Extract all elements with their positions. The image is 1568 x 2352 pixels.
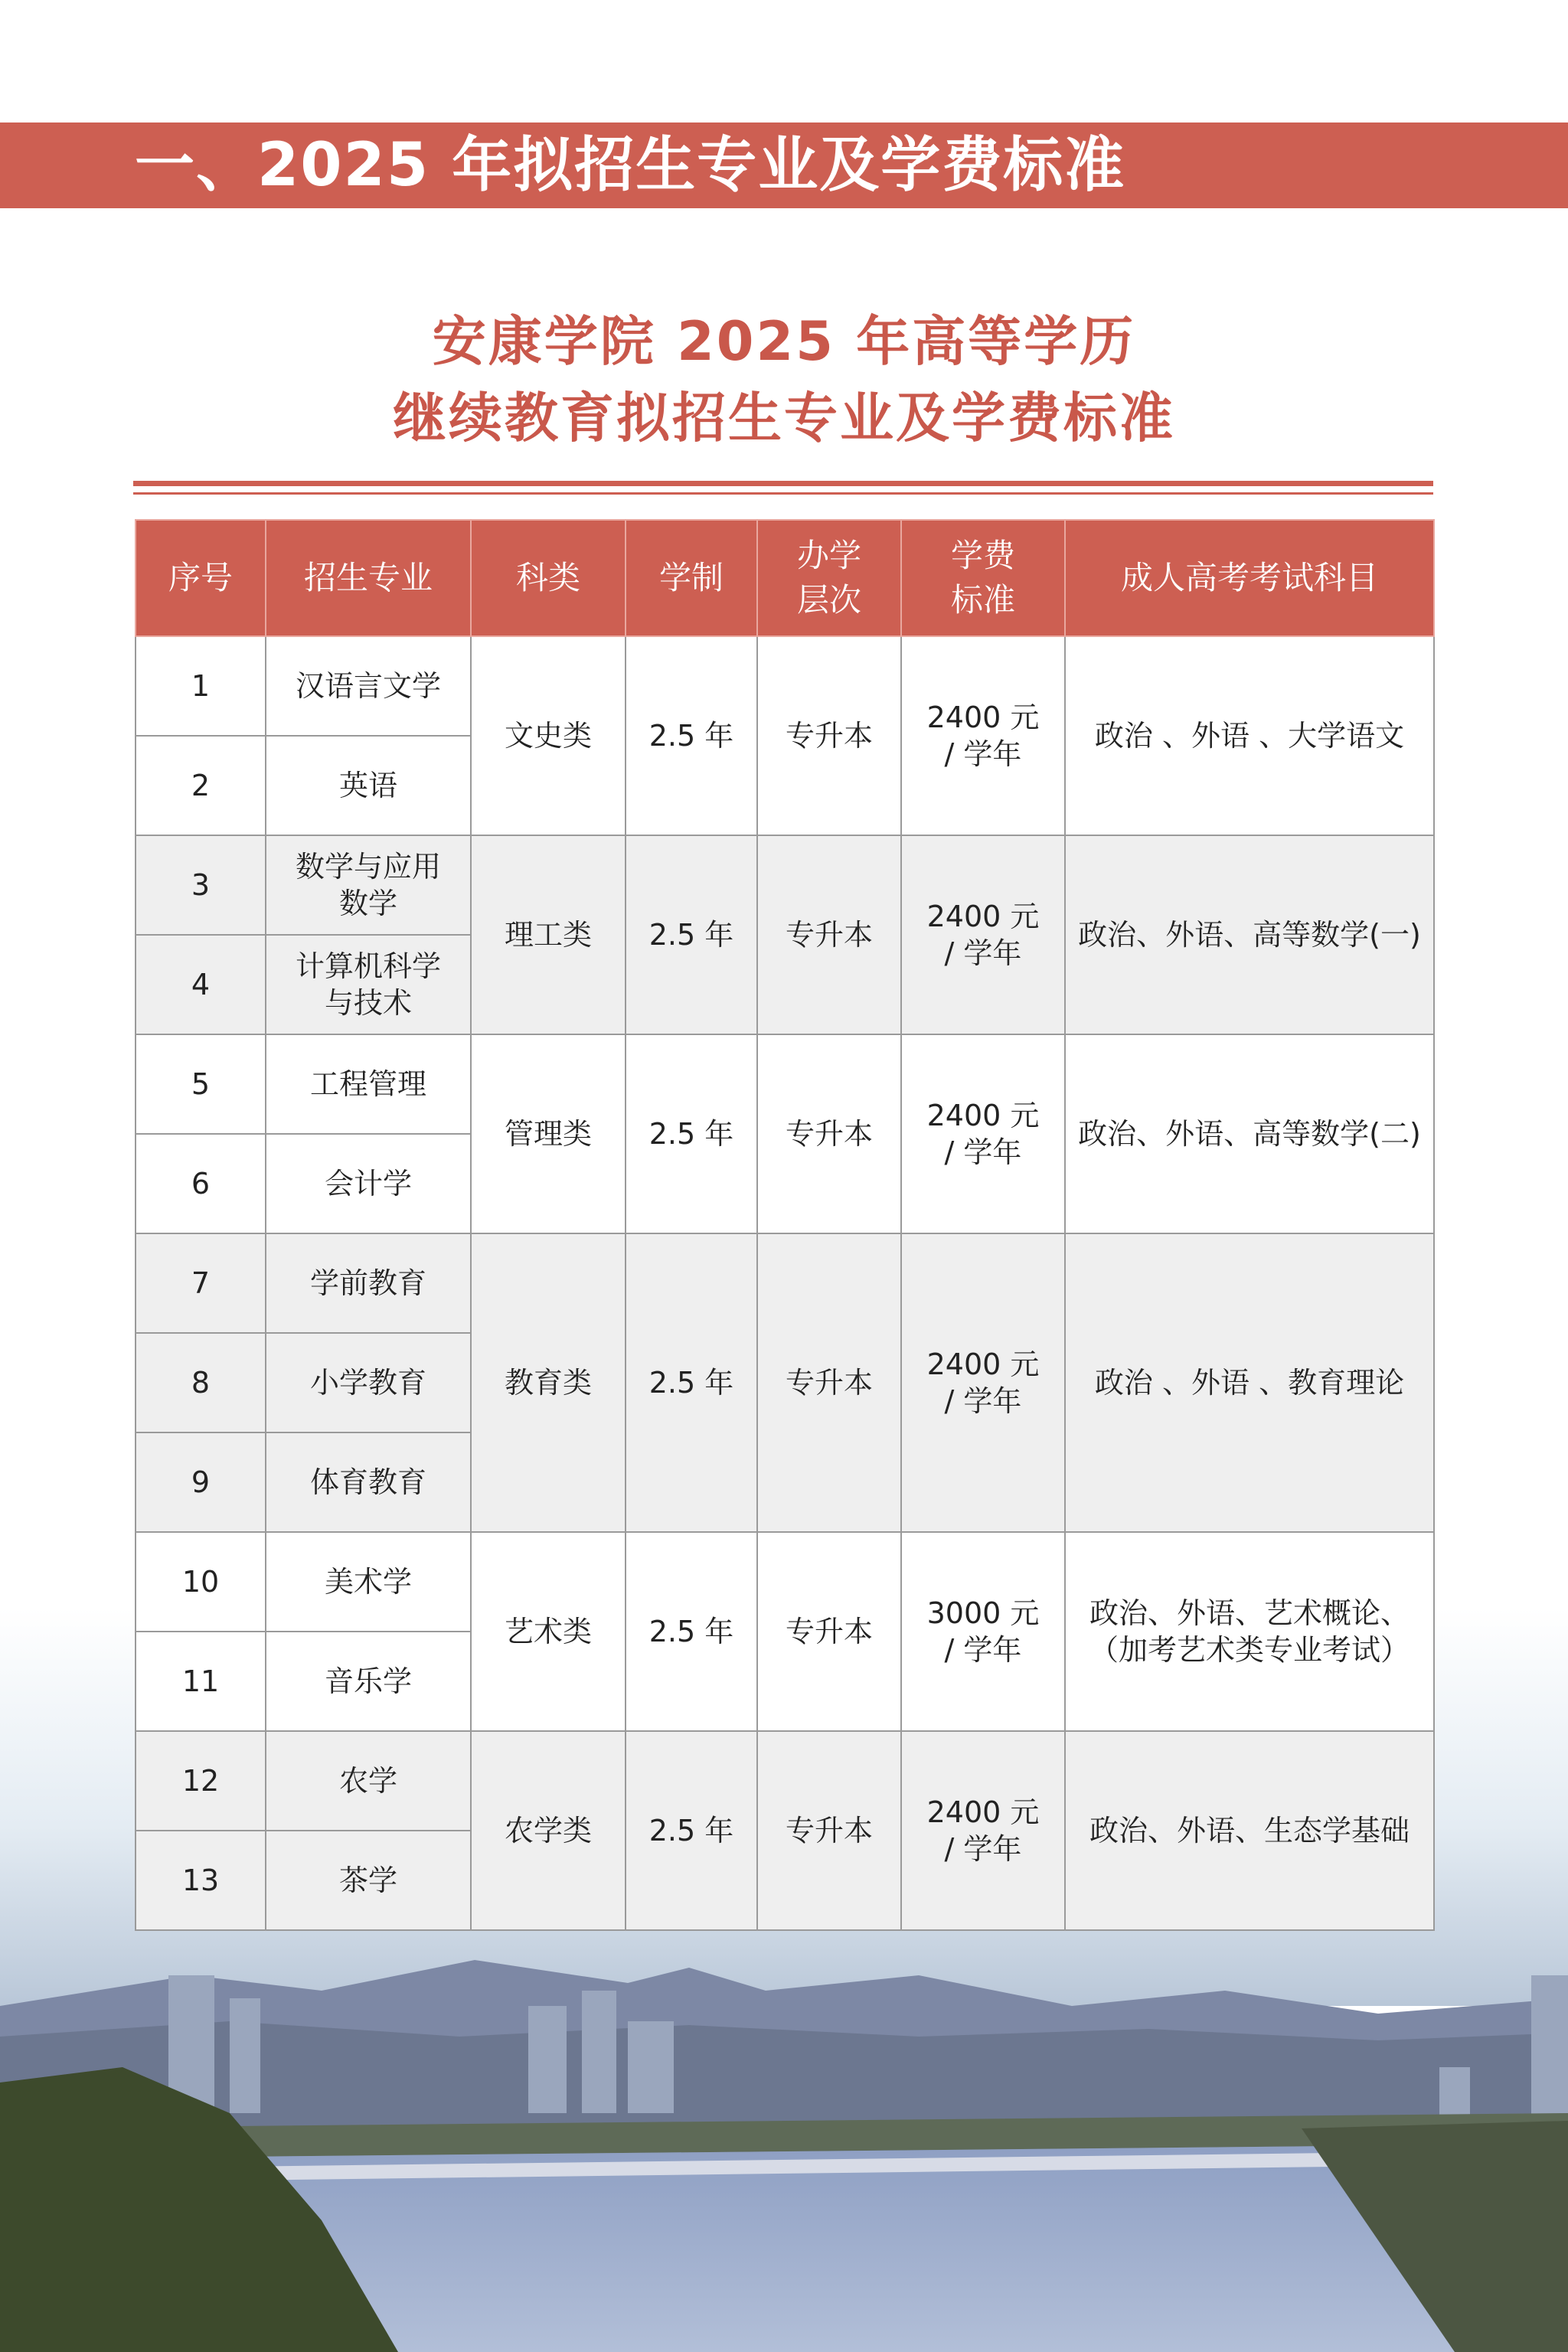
row-no: 2 [136, 736, 266, 835]
row-no: 5 [136, 1034, 266, 1134]
row-major: 体育教育 [266, 1432, 471, 1532]
header-no: 序号 [136, 520, 266, 636]
header-major: 招生专业 [266, 520, 471, 636]
group-exam-subjects: 政治、外语、艺术概论、 （加考艺术类专业考试） [1065, 1532, 1434, 1731]
title-divider-thin [133, 492, 1433, 495]
group-fee: 2400 元 / 学年 [901, 1731, 1065, 1930]
section-banner-title: 一、2025 年拟招生专业及学费标准 [135, 131, 1126, 200]
row-major: 汉语言文学 [266, 636, 471, 736]
row-major: 数学与应用 数学 [266, 835, 471, 935]
row-no: 11 [136, 1632, 266, 1731]
group-category: 艺术类 [471, 1532, 626, 1731]
group-duration: 2.5 年 [626, 835, 757, 1034]
group-duration: 2.5 年 [626, 636, 757, 835]
row-no: 1 [136, 636, 266, 736]
row-no: 3 [136, 835, 266, 935]
document-title-line1: 安康学院 2025 年高等学历 [432, 310, 1136, 373]
table-row [136, 1034, 1434, 1134]
group-level: 专升本 [757, 835, 901, 1034]
row-major: 会计学 [266, 1134, 471, 1233]
group-agriculture [136, 1731, 1434, 1930]
group-level: 专升本 [757, 1532, 901, 1731]
group-fee: 2400 元 / 学年 [901, 1233, 1065, 1532]
group-duration: 2.5 年 [626, 1532, 757, 1731]
header-duration: 学制 [626, 520, 757, 636]
group-fee: 2400 元 / 学年 [901, 636, 1065, 835]
group-level: 专升本 [757, 1233, 901, 1532]
row-no: 9 [136, 1432, 266, 1532]
group-duration: 2.5 年 [626, 1233, 757, 1532]
group-exam-subjects: 政治 、外语 、大学语文 [1065, 636, 1434, 835]
group-level: 专升本 [757, 636, 901, 835]
group-category: 农学类 [471, 1731, 626, 1930]
row-no: 10 [136, 1532, 266, 1632]
header-level: 办学 层次 [757, 520, 901, 636]
row-major: 音乐学 [266, 1632, 471, 1731]
group-category: 管理类 [471, 1034, 626, 1233]
group-level: 专升本 [757, 1034, 901, 1233]
row-no: 7 [136, 1233, 266, 1333]
group-science-engineering [136, 835, 1434, 1034]
group-liberal-arts [136, 636, 1434, 835]
row-no: 8 [136, 1333, 266, 1432]
group-management [136, 1034, 1434, 1233]
group-fee: 3000 元 / 学年 [901, 1532, 1065, 1731]
group-fee: 2400 元 / 学年 [901, 835, 1065, 1034]
row-no: 4 [136, 935, 266, 1034]
group-exam-subjects: 政治、外语、生态学基础 [1065, 1731, 1434, 1930]
header-exam-subjects: 成人高考考试科目 [1065, 520, 1434, 636]
table-row [136, 1731, 1434, 1831]
table-row [136, 1233, 1434, 1333]
row-major: 工程管理 [266, 1034, 471, 1134]
row-major: 小学教育 [266, 1333, 471, 1432]
table-row [136, 1532, 1434, 1632]
group-category: 理工类 [471, 835, 626, 1034]
row-major: 英语 [266, 736, 471, 835]
group-exam-subjects: 政治、外语、高等数学(二) [1065, 1034, 1434, 1233]
group-level: 专升本 [757, 1731, 901, 1930]
table-header-row [136, 520, 1434, 636]
header-fee: 学费 标准 [901, 520, 1065, 636]
group-duration: 2.5 年 [626, 1034, 757, 1233]
row-major: 茶学 [266, 1831, 471, 1930]
group-category: 文史类 [471, 636, 626, 835]
group-category: 教育类 [471, 1233, 626, 1532]
group-education [136, 1233, 1434, 1532]
document-title-line2: 继续教育拟招生专业及学费标准 [393, 387, 1175, 449]
row-major: 美术学 [266, 1532, 471, 1632]
row-major: 农学 [266, 1731, 471, 1831]
group-exam-subjects: 政治 、外语 、教育理论 [1065, 1233, 1434, 1532]
row-no: 6 [136, 1134, 266, 1233]
group-duration: 2.5 年 [626, 1731, 757, 1930]
row-no: 12 [136, 1731, 266, 1831]
table-row [136, 636, 1434, 736]
group-exam-subjects: 政治、外语、高等数学(一) [1065, 835, 1434, 1034]
table-row [136, 835, 1434, 935]
row-major: 计算机科学 与技术 [266, 935, 471, 1034]
title-divider-thick [133, 481, 1433, 486]
row-no: 13 [136, 1831, 266, 1930]
section-banner [0, 122, 1568, 208]
tuition-table [135, 519, 1435, 1931]
row-major: 学前教育 [266, 1233, 471, 1333]
header-category: 科类 [471, 520, 626, 636]
group-arts [136, 1532, 1434, 1731]
group-fee: 2400 元 / 学年 [901, 1034, 1065, 1233]
